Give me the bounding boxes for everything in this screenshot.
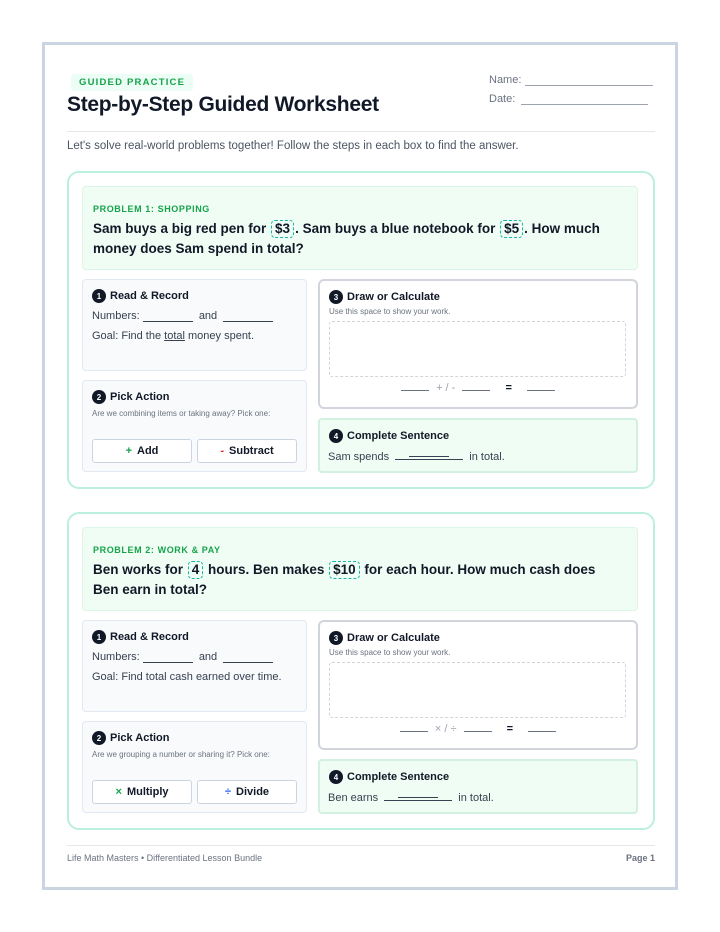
result-blank[interactable] xyxy=(527,382,555,391)
key-number: $10 xyxy=(329,561,360,579)
and-text: and xyxy=(198,310,218,322)
date-row xyxy=(489,86,657,105)
step-title xyxy=(92,630,189,644)
answer-blank[interactable] xyxy=(395,450,463,460)
step-number-badge: 4 xyxy=(329,770,343,784)
sentence-suffix: in total. xyxy=(458,792,494,804)
step-title-text: Read & Record xyxy=(110,631,189,643)
worksheet-page xyxy=(42,42,678,890)
equals-sign: = xyxy=(506,723,514,735)
operand-blank-1[interactable] xyxy=(401,382,429,391)
operator-choice: × / ÷ xyxy=(434,723,457,735)
step-complete-sentence xyxy=(318,418,638,473)
add-button[interactable] xyxy=(92,439,192,463)
intro-text: Let's solve real-world problems together! Follow the steps in each box to find the answer. xyxy=(67,140,519,152)
equation-row xyxy=(320,382,636,394)
name-label: Name: xyxy=(489,74,522,86)
name-field[interactable] xyxy=(525,75,653,86)
problem-text xyxy=(93,560,623,600)
add-button-label: Add xyxy=(137,445,159,457)
problem-text-part: Sam buys a big red pen for xyxy=(93,221,271,236)
step-title-text: Pick Action xyxy=(110,391,170,403)
page-title: Step-by-Step Guided Worksheet xyxy=(67,93,379,116)
plus-icon: + xyxy=(125,445,133,457)
divide-icon: ÷ xyxy=(224,786,232,798)
multiply-icon: × xyxy=(115,786,122,798)
goal-suffix: money spent. xyxy=(184,330,255,342)
footer-credit: Life Math Masters • Differentiated Lesson Bundle xyxy=(67,853,263,863)
step-title-text: Draw or Calculate xyxy=(347,632,440,644)
step-draw-calculate xyxy=(318,279,638,409)
problem-statement xyxy=(82,186,638,270)
sentence-prefix: Sam spends xyxy=(328,451,390,463)
work-area[interactable] xyxy=(329,662,626,718)
problem-text-part: . Sam buys a blue notebook for xyxy=(295,221,500,236)
divide-button[interactable] xyxy=(197,780,297,804)
sentence-prefix: Ben earns xyxy=(328,792,379,804)
step-title-text: Draw or Calculate xyxy=(347,291,440,303)
step-read-record xyxy=(82,279,307,371)
problem-card-1 xyxy=(67,171,655,489)
step-number-badge: 1 xyxy=(92,289,106,303)
goal-prefix: Goal: Find the xyxy=(92,330,165,342)
step-title-text: Complete Sentence xyxy=(347,771,450,783)
operator-choice: + / - xyxy=(436,382,456,394)
step-number-badge: 4 xyxy=(329,429,343,443)
page-number: Page 1 xyxy=(625,853,655,863)
step-number-badge: 3 xyxy=(329,631,343,645)
step-pick-action xyxy=(82,721,307,813)
multiply-button[interactable] xyxy=(92,780,192,804)
divide-button-label: Divide xyxy=(236,786,270,798)
step-read-record xyxy=(82,620,307,712)
step-title xyxy=(92,731,170,745)
and-text: and xyxy=(198,651,218,663)
goal-text xyxy=(92,330,254,342)
step-title xyxy=(329,631,440,645)
step-title-text: Complete Sentence xyxy=(347,430,450,442)
operand-blank-2[interactable] xyxy=(462,382,490,391)
numbers-label: Numbers: xyxy=(92,651,140,663)
problem-statement xyxy=(82,527,638,611)
numbers-label: Numbers: xyxy=(92,310,140,322)
guided-practice-badge: GUIDED PRACTICE xyxy=(71,74,193,91)
date-field[interactable] xyxy=(521,94,648,105)
minus-icon: - xyxy=(220,445,225,457)
step-title xyxy=(329,429,449,443)
problem-text-part: for each hour. How much cash does Ben earn in total? xyxy=(93,562,596,597)
step-title xyxy=(92,390,170,404)
name-date-block xyxy=(489,67,657,105)
step-number-badge: 2 xyxy=(92,390,106,404)
step-title xyxy=(92,289,189,303)
action-question: Are we combining items or taking away? Pick one: xyxy=(92,409,271,418)
operand-blank-2[interactable] xyxy=(464,723,492,732)
number-blank-1[interactable] xyxy=(143,662,193,663)
step-title-text: Read & Record xyxy=(110,290,189,302)
date-label: Date: xyxy=(489,93,516,105)
work-hint: Use this space to show your work. xyxy=(329,307,451,316)
problem-text xyxy=(93,219,623,259)
work-area[interactable] xyxy=(329,321,626,377)
number-blank-1[interactable] xyxy=(143,321,193,322)
step-complete-sentence xyxy=(318,759,638,814)
problem-text-part: hours. Ben makes xyxy=(204,562,329,577)
subtract-button[interactable] xyxy=(197,439,297,463)
step-title xyxy=(329,290,440,304)
problem-label: PROBLEM 2: WORK & PAY xyxy=(93,545,221,555)
goal-keyword: total xyxy=(164,330,185,342)
action-question: Are we grouping a number or sharing it? Pick one: xyxy=(92,750,270,759)
step-pick-action xyxy=(82,380,307,472)
answer-sentence xyxy=(328,791,494,804)
problem-text-part: . How much money does Sam spend in total? xyxy=(93,221,600,256)
answer-blank[interactable] xyxy=(384,791,452,801)
step-title-text: Pick Action xyxy=(110,732,170,744)
step-number-badge: 3 xyxy=(329,290,343,304)
work-hint: Use this space to show your work. xyxy=(329,648,451,657)
problem-card-2 xyxy=(67,512,655,830)
key-number: $3 xyxy=(271,220,294,238)
step-number-badge: 2 xyxy=(92,731,106,745)
result-blank[interactable] xyxy=(528,723,556,732)
numbers-row xyxy=(92,310,273,322)
step-title xyxy=(329,770,449,784)
header-divider xyxy=(67,131,655,132)
equation-row xyxy=(320,723,636,735)
problem-text-part: Ben works for xyxy=(93,562,187,577)
sentence-suffix: in total. xyxy=(469,451,505,463)
goal-text: Goal: Find total cash earned over time. xyxy=(92,671,282,683)
equals-sign: = xyxy=(505,382,512,394)
numbers-row xyxy=(92,651,273,663)
key-number: $5 xyxy=(500,220,523,238)
footer-divider xyxy=(67,845,655,846)
multiply-button-label: Multiply xyxy=(126,786,169,798)
number-blank-2[interactable] xyxy=(223,321,273,322)
number-blank-2[interactable] xyxy=(223,662,273,663)
operand-blank-1[interactable] xyxy=(400,723,428,732)
step-draw-calculate xyxy=(318,620,638,750)
key-number: 4 xyxy=(188,561,204,579)
answer-sentence xyxy=(328,450,505,463)
subtract-button-label: Subtract xyxy=(229,445,274,457)
step-number-badge: 1 xyxy=(92,630,106,644)
problem-label: PROBLEM 1: SHOPPING xyxy=(93,204,210,214)
name-row xyxy=(489,67,657,86)
